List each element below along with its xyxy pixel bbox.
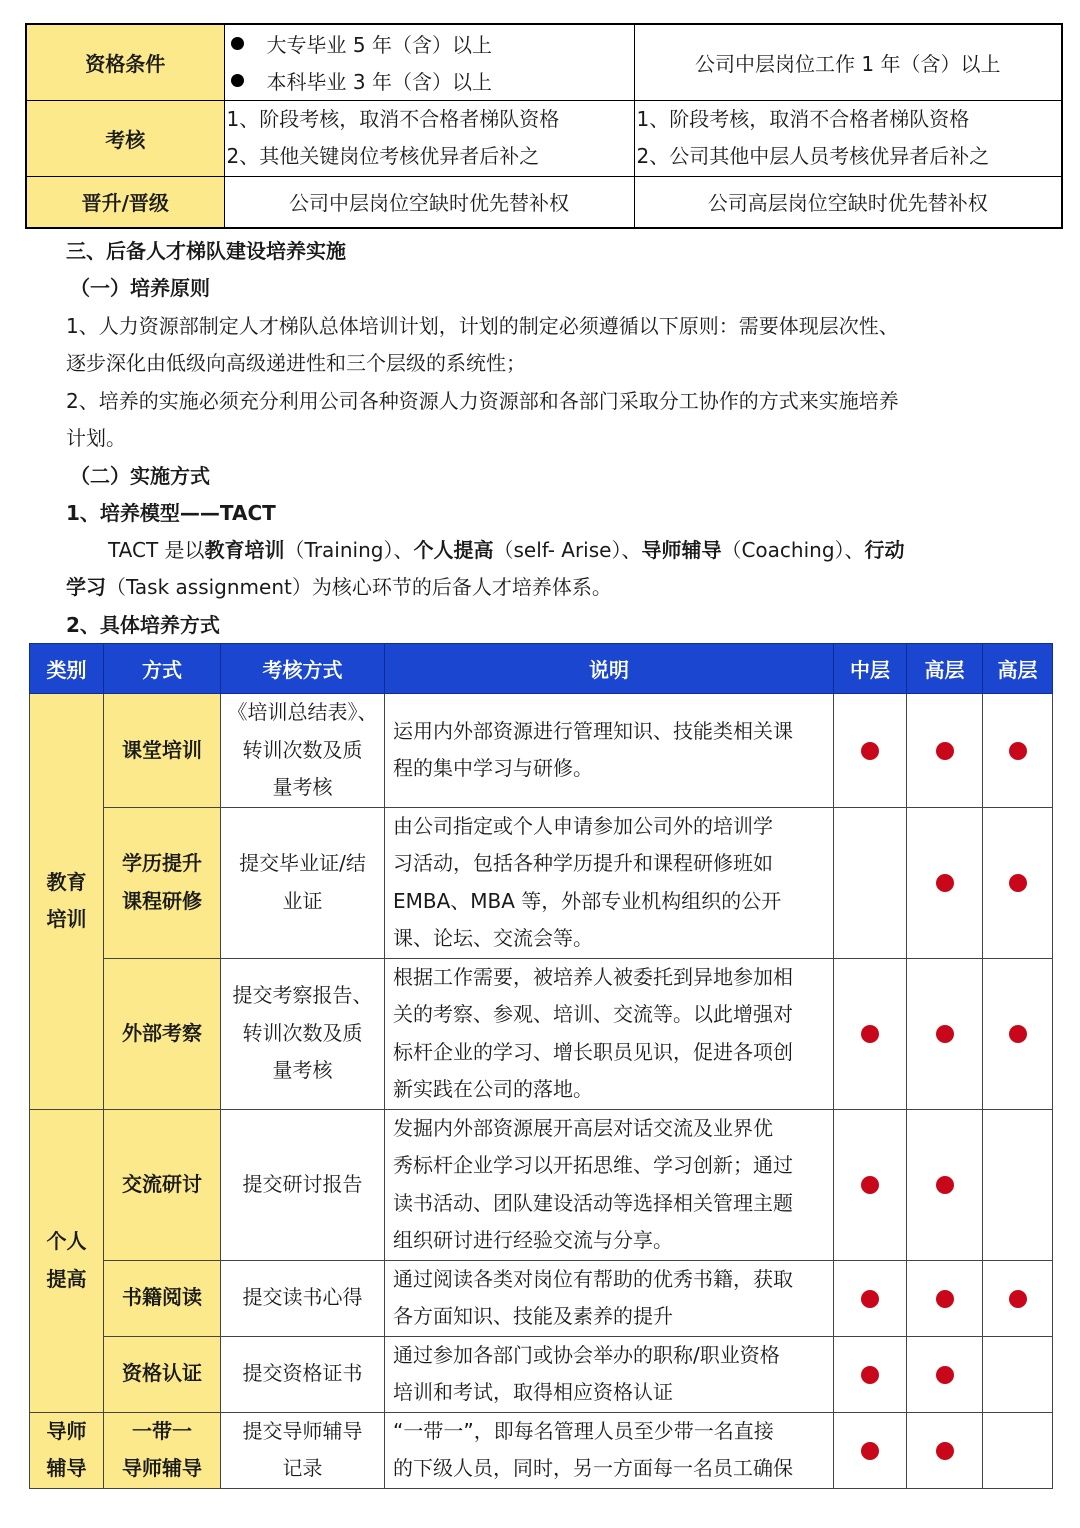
red-dot-icon [936,1442,954,1460]
red-dot-icon [936,1290,954,1308]
description-cell: 通过参加各部门或协会举办的职称/职业资格 培训和考试，取得相应资格认证 [385,1336,834,1412]
red-dot-icon [861,1025,879,1043]
red-dot-icon [1009,1290,1027,1308]
table-row [30,1109,1053,1260]
mark-cell [834,1336,907,1412]
paragraph-principle-2-cont: 计划。 [66,426,126,450]
promotion-label: 晋升/晋级 [26,176,224,228]
red-dot-icon [936,742,954,760]
table-row [30,1260,1053,1336]
red-dot-icon [936,1025,954,1043]
mark-cell [907,807,983,958]
mark-cell [907,1109,983,1260]
subsection-heading-principles: （一）培养原则 [70,276,210,300]
tact-paragraph-cont: 学习（Task assignment）为核心环节的后备人才培养体系。 [66,575,612,599]
description-cell: “一带一”，即每名管理人员至少带一名直接 的下级人员，同时，另一方面每一名员工确保 [385,1412,834,1488]
subsection-heading-methods: （二）实施方式 [70,464,210,488]
mark-cell [983,1412,1053,1488]
description-cell: 通过阅读各类对岗位有帮助的优秀书籍，获取 各方面知识、技能及素养的提升 [385,1260,834,1336]
mark-cell [907,694,983,808]
red-dot-icon [861,1290,879,1308]
assessment-label: 考核 [26,100,224,176]
assessment-right-cell: 1、阶段考核，取消不合格者梯队资格 2、公司其他中层人员考核优异者后补之 [634,100,1062,176]
mark-cell [834,807,907,958]
mark-cell [834,1260,907,1336]
header-description: 说明 [385,644,834,694]
promotion-row [26,176,1062,228]
mark-cell [907,958,983,1109]
method-cell: 学历提升 课程研修 [104,807,221,958]
method-cell: 书籍阅读 [104,1260,221,1336]
table-row [30,1336,1053,1412]
red-dot-icon [861,1442,879,1460]
mark-cell [907,1336,983,1412]
method-cell: 一带一 导师辅导 [104,1412,221,1488]
table-header-row [30,644,1053,694]
method-cell: 交流研讨 [104,1109,221,1260]
mark-cell [983,958,1053,1109]
mark-cell [834,1412,907,1488]
header-middle-level: 中层 [834,644,907,694]
method-cell: 外部考察 [104,958,221,1109]
bullet-icon [231,37,244,50]
assessment-row [26,100,1062,176]
qualification-middle-cell [224,24,634,100]
qualification-table [25,23,1063,229]
mark-cell [907,1260,983,1336]
red-dot-icon [861,1176,879,1194]
header-category: 类别 [30,644,104,694]
model-heading: 1、培养模型——TACT [66,501,276,525]
bullet-item: 大专毕业 5 年（含）以上 [227,25,634,62]
table-row [30,807,1053,958]
mark-cell [907,1412,983,1488]
description-cell: 根据工作需要，被培养人被委托到异地参加相 关的考察、参观、培训、交流等。以此增强对 标杆企业的学习、增长职员见识，促进各项创 新实践在公司的落地。 [385,958,834,1109]
tact-paragraph: TACT 是以教育培训（Training）、个人提高（self- Arise）、导师辅导（Coaching）、行动 [108,538,905,562]
qualification-right-cell: 公司中层岗位工作 1 年（含）以上 [634,24,1062,100]
bullet-icon [231,74,244,87]
category-mentor-coaching: 导师 辅导 [30,1412,104,1488]
header-senior-level-2: 高层 [983,644,1053,694]
assessment-cell: 《培训总结表》、 转训次数及质 量考核 [221,694,385,808]
table-row [30,958,1053,1109]
red-dot-icon [1009,742,1027,760]
assessment-cell: 提交导师辅导 记录 [221,1412,385,1488]
mark-cell [834,694,907,808]
assessment-cell: 提交毕业证/结 业证 [221,807,385,958]
method-cell: 课堂培训 [104,694,221,808]
mark-cell [983,1260,1053,1336]
mark-cell [983,694,1053,808]
section-heading: 三、后备人才梯队建设培养实施 [66,239,346,263]
red-dot-icon [936,874,954,892]
header-method: 方式 [104,644,221,694]
assessment-cell: 提交考察报告、 转训次数及质 量考核 [221,958,385,1109]
promotion-right-cell: 公司高层岗位空缺时优先替补权 [634,176,1062,228]
category-personal-improvement: 个人 提高 [30,1109,104,1412]
red-dot-icon [1009,874,1027,892]
header-senior-level: 高层 [907,644,983,694]
paragraph-principle-2: 2、培养的实施必须充分利用公司各种资源人力资源部和各部门采取分工协作的方式来实施培养 [66,389,899,413]
assessment-middle-cell: 1、阶段考核，取消不合格者梯队资格 2、其他关键岗位考核优异者后补之 [224,100,634,176]
red-dot-icon [861,1366,879,1384]
mark-cell [983,1336,1053,1412]
red-dot-icon [936,1176,954,1194]
category-education-training: 教育 培训 [30,694,104,1110]
training-methods-table [29,643,1053,1489]
mark-cell [983,1109,1053,1260]
description-cell: 由公司指定或个人申请参加公司外的培训学 习活动，包括各种学历提升和课程研修班如 EMBA、MBA 等，外部专业机构组织的公开 课、论坛、交流会等。 [385,807,834,958]
header-assessment: 考核方式 [221,644,385,694]
qualification-label: 资格条件 [26,24,224,100]
red-dot-icon [1009,1025,1027,1043]
bullet-item: 本科毕业 3 年（含）以上 [227,62,634,99]
assessment-cell: 提交资格证书 [221,1336,385,1412]
description-cell: 发掘内外部资源展开高层对话交流及业界优 秀标杆企业学习以开拓思维、学习创新；通过 读书活动、团队建设活动等选择相关管理主题 组织研讨进行经验交流与分享。 [385,1109,834,1260]
specific-methods-heading: 2、具体培养方式 [66,613,220,637]
mark-cell [834,958,907,1109]
mark-cell [834,1109,907,1260]
mark-cell [983,807,1053,958]
promotion-middle-cell: 公司中层岗位空缺时优先替补权 [224,176,634,228]
description-cell: 运用内外部资源进行管理知识、技能类相关课 程的集中学习与研修。 [385,694,834,808]
assessment-cell: 提交研讨报告 [221,1109,385,1260]
red-dot-icon [861,742,879,760]
qualification-row [26,24,1062,100]
red-dot-icon [936,1366,954,1384]
paragraph-principle-1-cont: 逐步深化由低级向高级递进性和三个层级的系统性； [66,351,526,375]
table-row [30,694,1053,808]
table-row [30,1412,1053,1488]
paragraph-principle-1: 1、人力资源部制定人才梯队总体培训计划，计划的制定必须遵循以下原则：需要体现层次性、 [66,314,899,338]
assessment-cell: 提交读书心得 [221,1260,385,1336]
method-cell: 资格认证 [104,1336,221,1412]
